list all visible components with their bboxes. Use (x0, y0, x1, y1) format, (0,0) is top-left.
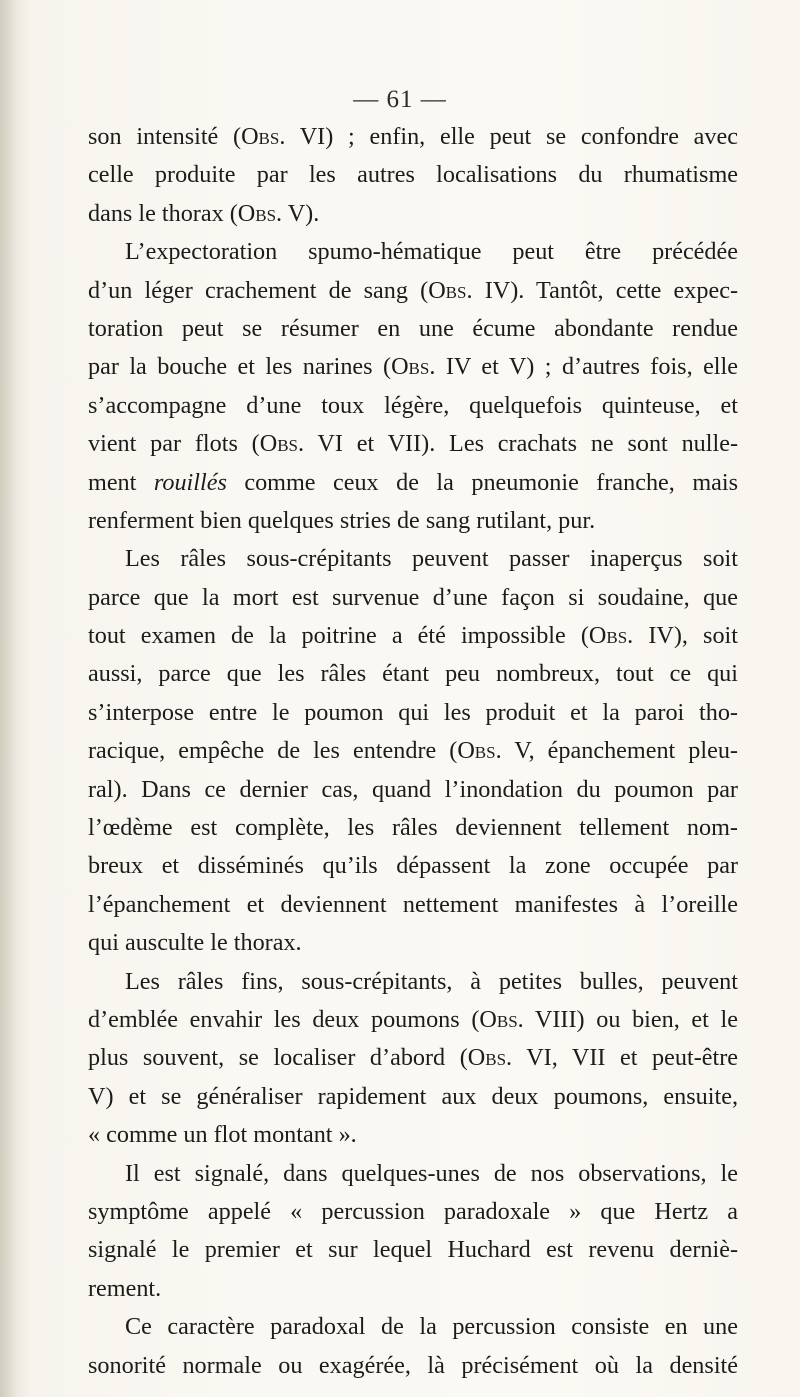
text-line: d’un léger crachement de sang (Obs. IV). Tantôt, cette expec- (88, 276, 738, 304)
text-line: plus souvent, se localiser d’abord (Obs. VI, VII et peut-être (88, 1044, 738, 1072)
obs-abbrev: Obs. (391, 353, 436, 381)
page-number: — 61 — (353, 86, 447, 113)
obs-abbrev: Obs. (237, 199, 283, 227)
obs-abbrev: Obs. (259, 430, 305, 458)
text-line: V) et se généraliser rapidement aux deux poumons, ensuite, (88, 1082, 738, 1110)
obs-abbrev: Obs. (479, 1005, 524, 1033)
text-line: s’interpose entre le poumon qui les produit et la paroi tho- (88, 698, 738, 726)
text-line: ment rouillés comme ceux de la pneumonie franche, mais (88, 468, 738, 496)
text-line: par la bouche et les narines (Obs. IV et V) ; d’autres fois, elle (88, 353, 738, 381)
text-line: d’emblée envahir les deux poumons (Obs. VIII) ou bien, et le (88, 1005, 738, 1033)
body-text (88, 118, 738, 1385)
obs-abbrev: Obs. (467, 1044, 513, 1072)
text-line: dans le thorax (Obs. V). (88, 199, 320, 227)
text-line: l’épanchement et deviennent nettement manifestes à l’oreille (88, 890, 738, 918)
text-line: ral). Dans ce dernier cas, quand l’inondation du poumon par (88, 775, 738, 803)
text-line: Ce caractère paradoxal de la percussion consiste en une (125, 1313, 738, 1341)
text-line: Il est signalé, dans quelques-unes de nos observations, le (125, 1159, 738, 1187)
text-line: Les râles sous-crépitants peuvent passer inaperçus soit (125, 545, 738, 573)
obs-abbrev: Obs. (588, 622, 634, 650)
text-line: « comme un flot montant ». (88, 1121, 357, 1149)
text-line: l’œdème est complète, les râles deviennent tellement nom- (88, 814, 738, 842)
obs-abbrev: Obs. (457, 737, 502, 765)
text-line: L’expectoration spumo-hématique peut être précédée (125, 238, 738, 266)
text-line: rement. (88, 1274, 162, 1302)
obs-abbrev: Obs. (241, 123, 286, 150)
text-line: racique, empêche de les entendre (Obs. V, épanchement pleu- (88, 737, 738, 765)
text-line: parce que la mort est survenue d’une façon si soudaine, que (88, 583, 738, 611)
text-line: Les râles fins, sous-crépitants, à petites bulles, peuvent (125, 967, 738, 995)
text-line: tout examen de la poitrine a été impossible (Obs. IV), soit (88, 622, 738, 650)
text-line: qui ausculte le thorax. (88, 929, 302, 957)
text-line: breux et disséminés qu’ils dépassent la zone occupée par (88, 852, 738, 880)
text-line: aussi, parce que les râles étant peu nombreux, tout ce qui (88, 660, 738, 688)
text-line: symptôme appelé « percussion paradoxale » que Hertz a (88, 1197, 738, 1225)
text-line: toration peut se résumer en une écume abondante rendue (88, 314, 738, 342)
text-line: signalé le premier et sur lequel Huchard est revenu derniè- (88, 1236, 738, 1264)
text-line: celle produite par les autres localisations du rhumatisme (88, 161, 738, 189)
text-line: s’accompagne d’une toux légère, quelquefois quinteuse, et (88, 391, 738, 419)
page-edge-shadow (0, 0, 18, 1397)
italic-term: rouillés (153, 468, 227, 496)
text-line: renferment bien quelques stries de sang rutilant, pur. (88, 506, 596, 534)
text-line: vient par flots (Obs. VI et VII). Les crachats ne sont nulle- (88, 430, 738, 458)
text-line: son intensité (Obs. VI) ; enfin, elle peut se confondre avec (88, 123, 738, 150)
obs-abbrev: Obs. (428, 276, 473, 304)
text-line: sonorité normale ou exagérée, là précisément où la densité (88, 1351, 738, 1379)
